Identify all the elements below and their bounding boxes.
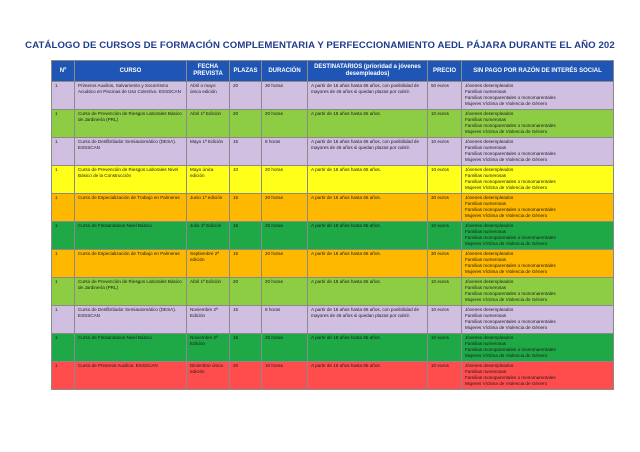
cell-curso: Primeros Auxilios, Salvamento y Socorrismo Acuático en Piscinas de Uso Colectivo. ESSSCAN [75, 82, 187, 110]
table-row [52, 334, 614, 362]
social-item: Mujeres Víctima de Violencia de Género [465, 185, 548, 190]
cell-social [462, 278, 614, 306]
social-item: Mujeres Víctima de Violencia de Género [465, 297, 548, 302]
cell-fecha: Abril 1ª Edición [187, 278, 230, 306]
cell-fecha: Abril 1ª Edición [187, 110, 230, 138]
cell-plazas: 15 [230, 222, 262, 250]
cell-curso: Curso de Especialización de Trabajo en Palmeras [75, 194, 187, 222]
header-destinatarios: DESTINATARIOS (prioridad a jóvenes desempleados) [308, 61, 428, 82]
cell-curso: Curso de Desfibrilador Semiautomático (DESA). ESSSCAN [75, 306, 187, 334]
cell-fecha: Abril o mayo única edición [187, 82, 230, 110]
cell-num: 1 [52, 138, 75, 166]
cell-destinatarios: A partir de 18 años hasta 65 años. [308, 110, 428, 138]
social-item: Jóvenes desempleados [465, 111, 514, 116]
cell-plazas: 15 [230, 306, 262, 334]
cell-num: 1 [52, 166, 75, 194]
cell-curso: Curso de Fitosanitarios Nivel Básico [75, 222, 187, 250]
cell-fecha: Noviembre 2ª Edición [187, 306, 230, 334]
table-row [52, 362, 614, 390]
cell-plazas: 15 [230, 334, 262, 362]
cell-plazas: 20 [230, 110, 262, 138]
cell-plazas: 20 [230, 362, 262, 390]
cell-destinatarios: A partir de 18 años hasta 65 años. [308, 250, 428, 278]
header-duracion: DURACIÓN [262, 61, 308, 82]
social-item: Mujeres Víctima de Violencia de Género [465, 157, 548, 162]
cell-duracion: 8 horas [262, 306, 308, 334]
cell-num: 1 [52, 278, 75, 306]
cell-social [462, 362, 614, 390]
social-item: Mujeres Víctima de Violencia de Género [465, 381, 548, 386]
social-item: Familias monoparentales o monomarentales [465, 123, 556, 128]
cell-curso: Curso de Desfibrilador Semiautomático (DESA). ESSSCAN [75, 138, 187, 166]
cell-num: 1 [52, 362, 75, 390]
table-row [52, 194, 614, 222]
social-item: Familias numerosas [465, 229, 507, 234]
cell-duracion: 20 horas [262, 166, 308, 194]
social-item: Jóvenes desempleados [465, 83, 514, 88]
social-item: Familias monoparentales o monomarentales [465, 347, 556, 352]
header-plazas: PLAZAS [230, 61, 262, 82]
cell-num: 1 [52, 82, 75, 110]
social-item: Familias numerosas [465, 117, 507, 122]
table-row [52, 250, 614, 278]
courses-table [51, 60, 614, 390]
cell-precio: 30 euros [428, 250, 462, 278]
social-item: Familias numerosas [465, 173, 507, 178]
cell-num: 1 [52, 110, 75, 138]
cell-social [462, 222, 614, 250]
social-item: Familias numerosas [465, 201, 507, 206]
table-row [52, 82, 614, 110]
cell-destinatarios: A partir de 16 años hasta 65 años, con posibilidad de mayores de 45 años si quedan plazas por cubrir. [308, 82, 428, 110]
social-item: Jóvenes desempleados [465, 363, 514, 368]
cell-plazas: 15 [230, 250, 262, 278]
cell-plazas: 15 [230, 194, 262, 222]
cell-plazas: 20 [230, 278, 262, 306]
social-item: Familias numerosas [465, 145, 507, 150]
social-item: Familias numerosas [465, 313, 507, 318]
cell-curso: Curso de Primeros Auxilios. ESSSCAN [75, 362, 187, 390]
social-item: Familias monoparentales o monomarentales [465, 179, 556, 184]
cell-curso: Curso de Prevención de Riesgos Laborales Básico de Jardinería (PRL) [75, 110, 187, 138]
cell-precio: 10 euros [428, 166, 462, 194]
social-item: Familias monoparentales o monomarentales [465, 207, 556, 212]
cell-fecha: Noviembre 2ª Edición [187, 334, 230, 362]
cell-num: 1 [52, 194, 75, 222]
cell-fecha: Mayo única edición [187, 166, 230, 194]
cell-curso: Curso de Prevención de Riesgos Laborales Básico de Jardinería (PRL) [75, 278, 187, 306]
page-title: CATÁLOGO DE CURSOS DE FORMACIÓN COMPLEMENTARIA Y PERFECCIONAMIENTO AEDL PÁJARA DURANTE EL AÑO 202 [25, 40, 615, 51]
table-row [52, 138, 614, 166]
cell-fecha: Mayo 1ª Edición [187, 138, 230, 166]
table-row [52, 306, 614, 334]
table-row [52, 166, 614, 194]
social-item: Familias numerosas [465, 257, 507, 262]
social-item: Jóvenes desempleados [465, 167, 514, 172]
social-item: Familias monoparentales o monomarentales [465, 263, 556, 268]
cell-precio: 10 euros [428, 222, 462, 250]
cell-precio: 10 euros [428, 334, 462, 362]
social-item: Jóvenes desempleados [465, 335, 514, 340]
social-item: Familias monoparentales o monomarentales [465, 375, 556, 380]
cell-plazas: 20 [230, 82, 262, 110]
social-item: Familias numerosas [465, 369, 507, 374]
social-item: Mujeres Víctima de Violencia de Género [465, 101, 548, 106]
cell-destinatarios: A partir de 18 años hasta 65 años. [308, 278, 428, 306]
cell-num: 1 [52, 306, 75, 334]
social-item: Familias monoparentales o monomarentales [465, 151, 556, 156]
cell-duracion: 30 horas [262, 82, 308, 110]
cell-social [462, 334, 614, 362]
social-item: Familias monoparentales o monomarentales [465, 291, 556, 296]
cell-precio: 10 euros [428, 110, 462, 138]
cell-social [462, 194, 614, 222]
social-item: Jóvenes desempleados [465, 223, 514, 228]
cell-curso: Curso de Prevención de Riesgos Laborales Nivel Básico de la Construcción [75, 166, 187, 194]
cell-duracion: 20 horas [262, 250, 308, 278]
cell-duracion: 20 horas [262, 194, 308, 222]
cell-precio: 10 euros [428, 278, 462, 306]
header-num: Nº [52, 61, 75, 82]
table-header-row [52, 61, 614, 82]
cell-destinatarios: A partir de 18 años hasta 65 años. [308, 362, 428, 390]
social-item: Mujeres Víctima de Violencia de Género [465, 241, 548, 246]
cell-precio: 50 euros [428, 82, 462, 110]
cell-duracion: 20 horas [262, 278, 308, 306]
social-item: Familias numerosas [465, 341, 507, 346]
social-item: Familias monoparentales o monomarentales [465, 319, 556, 324]
cell-destinatarios: A partir de 18 años hasta 65 años. [308, 334, 428, 362]
header-social: SIN PAGO POR RAZÓN DE INTERÉS SOCIAL [462, 61, 614, 82]
cell-precio: 10 euros [428, 362, 462, 390]
cell-destinatarios: A partir de 18 años hasta 65 años. [308, 194, 428, 222]
social-item: Familias monoparentales o monomarentales [465, 95, 556, 100]
cell-destinatarios: A partir de 16 años hasta 65 años, con posibilidad de mayores de 45 años si quedan plazas por cubrir. [308, 138, 428, 166]
social-item: Jóvenes desempleados [465, 251, 514, 256]
cell-social [462, 166, 614, 194]
cell-social [462, 82, 614, 110]
social-item: Mujeres Víctima de Violencia de Género [465, 269, 548, 274]
cell-social [462, 110, 614, 138]
header-curso: CURSO [75, 61, 187, 82]
header-precio: PRECIO [428, 61, 462, 82]
social-item: Familias numerosas [465, 285, 507, 290]
cell-social [462, 306, 614, 334]
cell-plazas: 10 [230, 166, 262, 194]
cell-curso: Curso de Fitosanitarios Nivel Básico [75, 334, 187, 362]
cell-precio: 10 euros [428, 306, 462, 334]
cell-destinatarios: A partir de 18 años hasta 65 años. [308, 166, 428, 194]
cell-num: 1 [52, 334, 75, 362]
cell-plazas: 15 [230, 138, 262, 166]
cell-duracion: 25 horas [262, 222, 308, 250]
cell-duracion: 8 horas [262, 138, 308, 166]
social-item: Mujeres Víctima de Violencia de Género [465, 129, 548, 134]
social-item: Jóvenes desempleados [465, 195, 514, 200]
cell-num: 1 [52, 250, 75, 278]
cell-precio: 30 euros [428, 194, 462, 222]
cell-destinatarios: A partir de 16 años hasta 65 años, con posibilidad de mayores de 45 años si quedan plazas por cubrir. [308, 306, 428, 334]
social-item: Mujeres Víctima de Violencia de Género [465, 213, 548, 218]
cell-duracion: 10 horas [262, 362, 308, 390]
cell-social [462, 138, 614, 166]
social-item: Jóvenes desempleados [465, 307, 514, 312]
social-item: Mujeres Víctima de Violencia de Género [465, 325, 548, 330]
cell-fecha: Septiembre 2ª edición [187, 250, 230, 278]
cell-fecha: Julio 1ª Edición [187, 222, 230, 250]
social-item: Jóvenes desempleados [465, 139, 514, 144]
cell-duracion: 25 horas [262, 334, 308, 362]
cell-fecha: Junio 1ª edición [187, 194, 230, 222]
cell-curso: Curso de Especialización de Trabajo en Palmeras [75, 250, 187, 278]
cell-destinatarios: A partir de 18 años hasta 65 años. [308, 222, 428, 250]
header-fecha: FECHA PREVISTA [187, 61, 230, 82]
social-item: Familias monoparentales o monomarentales [465, 235, 556, 240]
cell-fecha: Diciembre única edición [187, 362, 230, 390]
social-item: Familias numerosas [465, 89, 507, 94]
cell-social [462, 250, 614, 278]
cell-num: 1 [52, 222, 75, 250]
social-item: Jóvenes desempleados [465, 279, 514, 284]
cell-precio: 10 euros [428, 138, 462, 166]
table-row [52, 222, 614, 250]
table-row [52, 110, 614, 138]
social-item: Mujeres Víctima de Violencia de Género [465, 353, 548, 358]
table-row [52, 278, 614, 306]
cell-duracion: 20 horas [262, 110, 308, 138]
